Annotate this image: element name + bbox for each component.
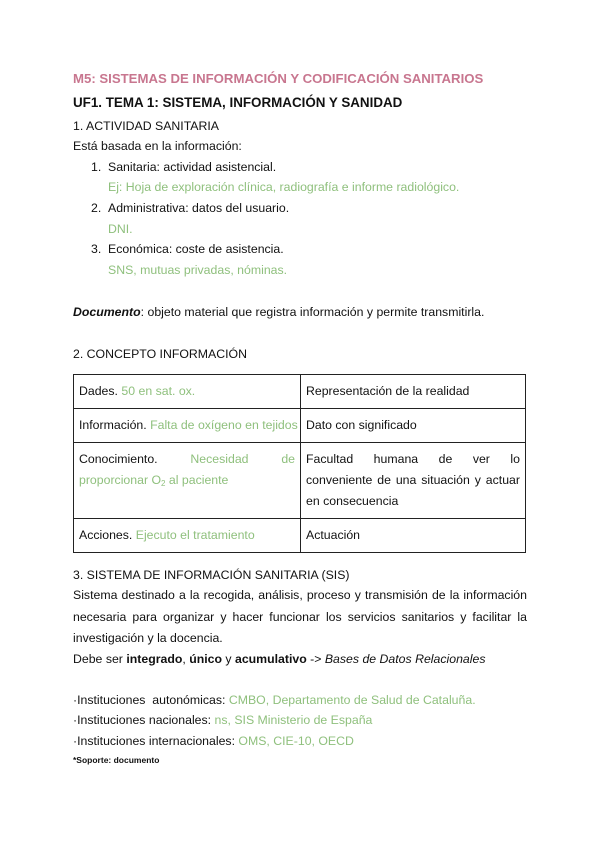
module-title: M5: SISTEMAS DE INFORMACIÓN Y CODIFICACIÓN SANITARIOS	[73, 71, 484, 86]
list-item-example: SNS, mutuas privadas, nóminas.	[108, 263, 288, 277]
institution-line: ·Instituciones autonómicas: CMBO, Departamento de Salud de Cataluña.	[73, 693, 476, 707]
concept-label: Acciones.	[79, 528, 133, 542]
concept-example: Necesidad de proporcionar $O_2$ al paciente	[79, 452, 296, 488]
table-cell-concept	[74, 443, 301, 519]
table-cell-definition: Facultad humana de ver lo conveniente de una situación y actuar en consecuencia	[301, 443, 526, 519]
section2-heading: 2. CONCEPTO INFORMACIÓN	[73, 347, 247, 361]
documento-def: : objeto material que registra información y permite transmitirla.	[140, 305, 485, 319]
concept-label: Dades.	[79, 384, 118, 398]
must-be-line: Debe ser integrado, único y acumulativo -> Bases de Datos Relacionales	[73, 652, 486, 666]
institution-line: ·Instituciones internacionales: OMS, CIE-10, OECD	[73, 734, 354, 748]
concept-label: Conocimiento.	[79, 452, 158, 466]
list-item-text: Administrativa: datos del usuario.	[108, 201, 290, 215]
concept-label: Información.	[79, 418, 147, 432]
table-row	[74, 443, 526, 519]
unit-title: UF1. TEMA 1: SISTEMA, INFORMACIÓN Y SANIDAD	[73, 95, 403, 110]
section1-intro: Está basada en la información:	[73, 139, 242, 153]
section1-heading: 1. ACTIVIDAD SANITARIA	[73, 119, 220, 133]
section3-heading: 3. SISTEMA DE INFORMACIÓN SANITARIA (SIS)	[73, 568, 350, 582]
table-cell-concept	[74, 519, 301, 553]
table-cell-definition: Representación de la realidad	[301, 375, 526, 409]
concept-example: 50 en sat. ox.	[121, 384, 196, 398]
table-cell-definition: Actuación	[301, 519, 526, 553]
concept-example: Ejecuto el tratamiento	[135, 528, 255, 542]
list-item-number: 2.	[91, 201, 102, 215]
table-row	[74, 375, 526, 409]
list-item-text: Sanitaria: actividad asistencial.	[108, 160, 277, 174]
institution-line: ·Instituciones nacionales: ns, SIS Ministerio de España	[73, 713, 373, 727]
table-cell-concept	[74, 375, 301, 409]
list-item-example: DNI.	[108, 222, 133, 236]
concept-example: Falta de oxígeno en tejidos	[150, 418, 298, 432]
table-cell-definition: Dato con significado	[301, 409, 526, 443]
table-row	[74, 519, 526, 553]
information-concept-table	[73, 374, 526, 553]
list-item-example: Ej: Hoja de exploración clínica, radiografía e informe radiológico.	[108, 180, 460, 194]
section3-paragraph: Sistema destinado a la recogida, análisis, proceso y transmisión de la información necesaria para organizar y hacer funcionar los servicios sanitarios y facilitar la investigación y la docencia.	[73, 588, 527, 645]
list-item-number: 1.	[91, 160, 102, 174]
list-item-number: 3.	[91, 242, 102, 256]
documento-term: Documento	[73, 305, 141, 319]
list-item-text: Económica: coste de asistencia.	[108, 242, 284, 256]
documento-definition	[73, 304, 484, 320]
footnote: *Soporte: documento	[73, 755, 160, 765]
table-row	[74, 409, 526, 443]
table-cell-concept	[74, 409, 301, 443]
